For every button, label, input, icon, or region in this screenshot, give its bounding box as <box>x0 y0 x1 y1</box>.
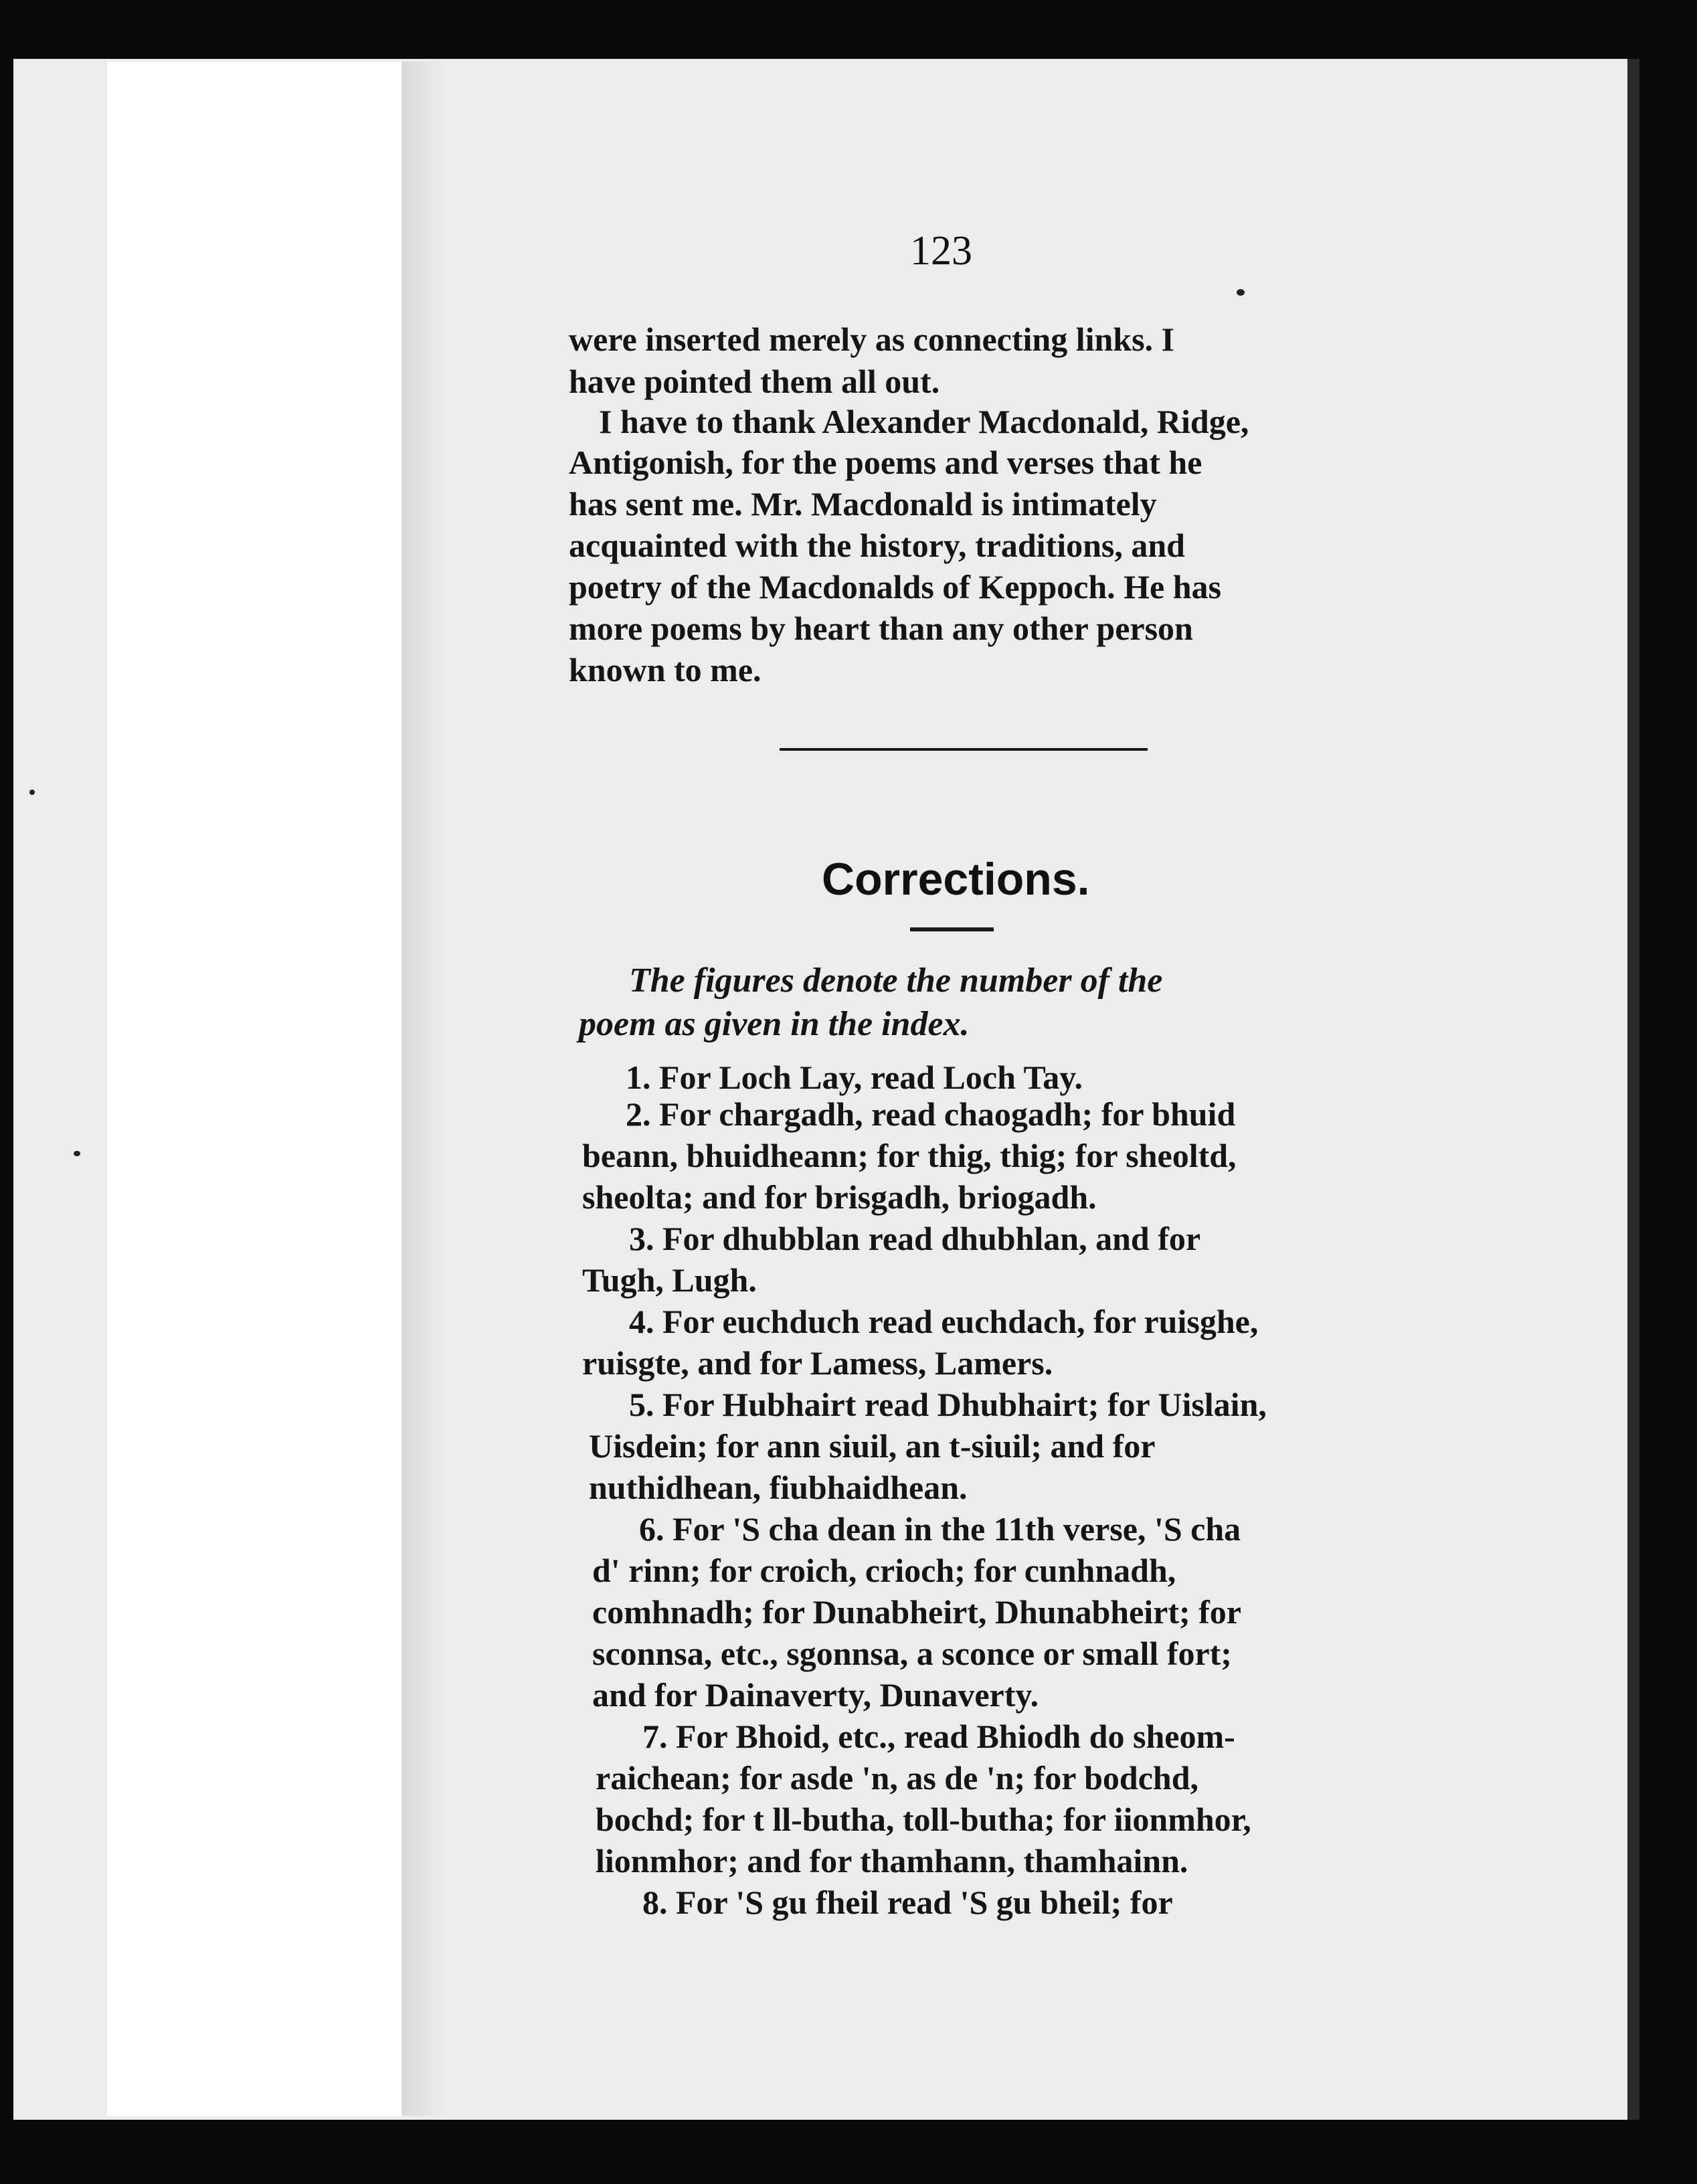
correction-line: 8. For 'S gu fheil read 'S gu bheil; for <box>642 1884 1173 1921</box>
correction-line: d' rinn; for croich, crioch; for cunhnadh, <box>592 1552 1176 1589</box>
correction-line: Tugh, Lugh. <box>582 1261 757 1299</box>
intro-line: The figures denote the number of the <box>629 962 1163 1000</box>
correction-line: 3. For dhubblan read dhubhlan, and for <box>629 1220 1201 1257</box>
section-heading: Corrections. <box>822 854 1090 905</box>
paragraph-line: have pointed them all out. <box>569 363 940 400</box>
blank-margin-strip <box>107 62 401 2116</box>
heading-underline <box>910 927 994 931</box>
paragraph-line: known to me. <box>569 651 762 689</box>
page-number: 123 <box>910 228 972 274</box>
section-divider <box>780 748 1148 751</box>
correction-line: Uisdein; for ann siuil, an t-siuil; and for <box>589 1427 1156 1465</box>
correction-line: 5. For Hubhairt read Dhubhairt; for Uislain, <box>629 1386 1267 1423</box>
correction-line: beann, bhuidheann; for thig, thig; for sheoltd, <box>582 1137 1237 1174</box>
paragraph-line: I have to thank Alexander Macdonald, Ridge, <box>599 403 1249 440</box>
correction-line: bochd; for t ll-butha, toll-butha; for iionmhor, <box>596 1801 1251 1838</box>
correction-line: 4. For euchduch read euchdach, for ruisghe, <box>629 1303 1259 1340</box>
ink-speck <box>74 1151 80 1156</box>
paragraph-line: were inserted merely as connecting links. I <box>569 321 1175 358</box>
intro-line: poem as given in the index. <box>579 1005 970 1043</box>
ink-speck <box>29 790 35 795</box>
correction-line: 2. For chargadh, read chaogadh; for bhuid <box>626 1095 1236 1133</box>
correction-line: raichean; for asde 'n, as de 'n; for bodchd, <box>596 1759 1199 1797</box>
correction-line: comhnadh; for Dunabheirt, Dhunabheirt; for <box>592 1593 1241 1631</box>
correction-line: 6. For 'S cha dean in the 11th verse, 'S cha <box>639 1510 1241 1548</box>
correction-line: lionmhor; and for thamhann, thamhainn. <box>596 1842 1188 1880</box>
correction-line: nuthidhean, fiubhaidhean. <box>589 1469 968 1506</box>
paragraph-line: more poems by heart than any other person <box>569 610 1193 647</box>
correction-line: 7. For Bhoid, etc., read Bhiodh do sheom- <box>642 1718 1235 1755</box>
paragraph-line: poetry of the Macdonalds of Keppoch. He has <box>569 568 1221 606</box>
correction-line: sheolta; and for brisgadh, briogadh. <box>582 1178 1097 1216</box>
correction-line: and for Dainaverty, Dunaverty. <box>592 1676 1039 1714</box>
paragraph-line: Antigonish, for the poems and verses that he <box>569 444 1202 481</box>
margin-shadow <box>401 62 442 2116</box>
correction-line: 1. For Loch Lay, read Loch Tay. <box>626 1059 1083 1096</box>
correction-line: sconnsa, etc., sgonnsa, a sconce or small fort; <box>592 1635 1232 1672</box>
paragraph-line: acquainted with the history, traditions, and <box>569 527 1185 564</box>
paragraph-line: has sent me. Mr. Macdonald is intimately <box>569 485 1157 523</box>
ink-speck <box>1237 289 1245 296</box>
correction-line: ruisgte, and for Lamess, Lamers. <box>582 1344 1053 1382</box>
